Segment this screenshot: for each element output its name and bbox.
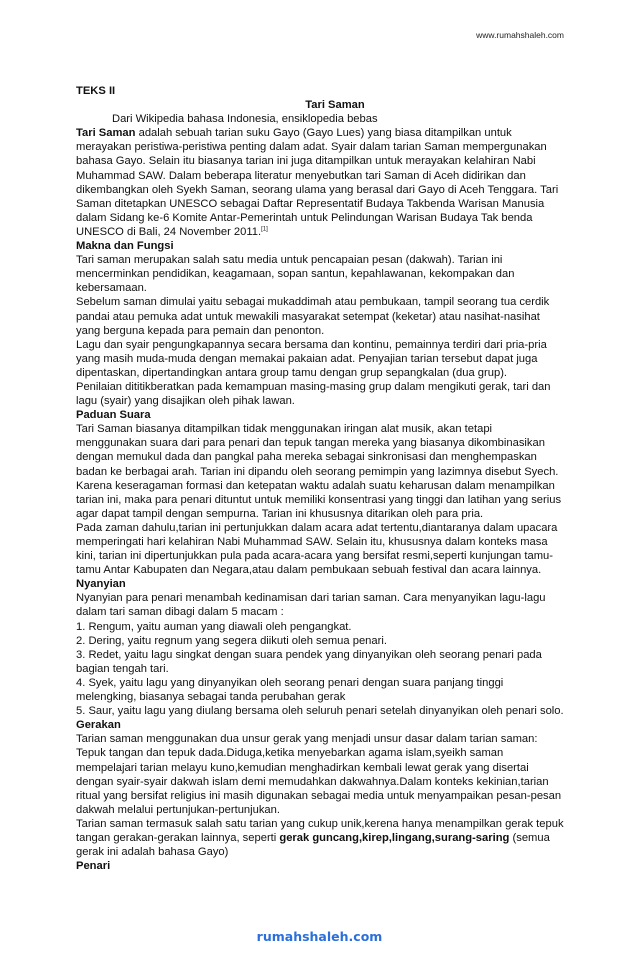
footer-brand: rumahshaleh.com [256,929,383,944]
text-label: TEKS II [76,85,116,97]
list-item: 3. Redet, yaitu lagu singkat dengan suara pendek yang dinyanyikan oleh seorang penari pada bagian tengah tari. [76,648,542,675]
section-heading-nyanyian: Nyanyian [76,578,126,591]
section-heading-paduan: Paduan Suara [76,409,151,422]
section-heading-penari: Penari [76,860,111,873]
section-heading-makna: Makna dan Fungsi [76,240,174,253]
section-heading-gerakan: Gerakan [76,719,121,732]
list-item: 1. Rengum, yaitu auman yang diawali oleh pengangkat. [76,620,352,633]
citation-marker: [1] [261,226,268,233]
paragraph: Lagu dan syair pengungkapannya secara bersama dan kontinu, pemainnya terdiri dari pria-pria yang masih muda-muda dengan memakai pakaian adat. Penyajian tarian tersebut dapat juga dipentaskan, dipertandingkan antara group tamu dengan grup sepangkalan (dua grup). [76,338,547,379]
bold-term: gerak guncang,kirep,lingang,surang-saring [279,831,510,844]
intro-term: Tari Saman [76,127,136,140]
paragraph: Tari Saman biasanya ditampilkan tidak menggunakan iringan alat musik, akan tetapi menggunakan suara dari para penari dan tepuk tangan mereka yang biasanya dikombinasikan dengan memukul dada dan pangkal paha mereka sebagai sinkronisasi dan menghempaskan badan ke berbagai arah. Tarian ini dipandu oleh seorang pemimpin yang lazimnya disebut Syech. Karena keseragaman formasi dan ketepatan waktu adalah suatu keharusan dalam menampilkan tarian ini, maka para penari dituntut untuk memiliki konsentrasi yang tinggi dan latihan yang serius agar dapat tampil dengan sempurna. Tarian ini khususnya ditarikan oleh para pria. [76,423,562,520]
paragraph: Pada zaman dahulu,tarian ini pertunjukkan dalam acara adat tertentu,diantaranya dalam upacara memperingati hari kelahiran Nabi Muhammad SAW. Selain itu, khususnya dalam konteks masa kini, tarian ini dipertunjukkan pula pada acara-acara yang bersifat resmi,seperti kunjungan tamu-tamu Antar Kabupaten dan Negara,atau dalam pembukaan sebuah festival dan acara lainnya. [76,521,558,577]
document-title: Tari Saman [305,99,365,112]
list-item: 4. Syek, yaitu lagu yang dinyanyikan oleh seorang penari dengan suara panjang tinggi melengking, biasanya sebagai tanda perubahan gerak [76,676,504,704]
paragraph-text: (semua gerak ini adalah bahasa Gayo) [76,831,550,859]
intro-paragraph [76,126,564,239]
list-item: 5. Saur, yaitu lagu yang diulang bersama oleh seluruh penari setelah dinyanyikan oleh penari solo. [76,705,564,718]
header-url: www.rumahshaleh.com [476,30,564,40]
paragraph-text: Tarian saman termasuk salah satu tarian yang cukup unik,kerena hanya menampilkan gerak tepuk tangan gerakan-gerakan lainnya, seperti [76,817,564,844]
intro-text: adalah sebuah tarian suku Gayo (Gayo Lues) yang biasa ditampilkan untuk merayakan peristiwa-peristiwa penting dalam adat. Syair dalam tarian Saman mempergunakan bahasa Gayo. Selain itu biasanya tarian ini juga ditampilkan untuk merayakan kelahiran Nabi Muhammad SAW. Dalam beberapa literatur menyebutkan tari Saman di Aceh didirikan dan dikembangkan oleh Syekh Saman, seorang ulama yang berasal dari Gayo di Aceh Tenggara. Tari Saman ditetapkan UNESCO sebagai Daftar Representatif Budaya Takbenda Warisan Manusia dalam Sidang ke-6 Komite Antar-Pemerintah untuk Pelindungan Warisan Budaya Tak benda UNESCO di Bali, 24 November 2011. [76,127,559,238]
paragraph: Sebelum saman dimulai yaitu sebagai mukaddimah atau pembukaan, tampil seorang tua cerdik pandai atau pemuka adat untuk mewakili masyarakat setempat (keketar) atau nasihat-nasihat yang berguna kepada para pemain dan penonton. [76,296,550,337]
list-item: 2. Dering, yaitu regnum yang segera diikuti oleh semua penari. [76,634,387,647]
paragraph: Tari saman merupakan salah satu media untuk pencapaian pesan (dakwah). Tarian ini mencerminkan pendidikan, keagamaan, sopan santun, kepahlawanan, kekompakan dan kebersamaan. [76,254,515,295]
document-body [76,84,564,873]
paragraph: Penilaian dititikberatkan pada kemampuan masing-masing grup dalam mengikuti gerak, tari dan lagu (syair) yang disajikan oleh pihak lawan. [76,380,551,408]
paragraph [76,817,564,859]
paragraph: Nyanyian para penari menambah kedinamisan dari tarian saman. Cara menyanyikan lagu-lagu dalam tari saman dibagi dalam 5 macam : [76,592,546,619]
source-line: Dari Wikipedia bahasa Indonesia, ensiklopedia bebas [112,113,378,126]
paragraph: Tarian saman menggunakan dua unsur gerak yang menjadi unsur dasar dalam tarian saman: Tepuk tangan dan tepuk dada.Diduga,ketika menyebarkan agama islam,syeikh saman mempelajari tarian melayu kuno,kemudian menghadirkan kembali lewat gerak yang disertai dengan syair-syair dakwah islam demi memudahkan dakwahnya.Dalam konteks kekinian,tarian ritual yang bersifat religius ini masih digunakan sebagai media untuk menyampaikan pesan-pesan dakwah melalui pertunjukan-pertunjukan. [76,733,562,816]
